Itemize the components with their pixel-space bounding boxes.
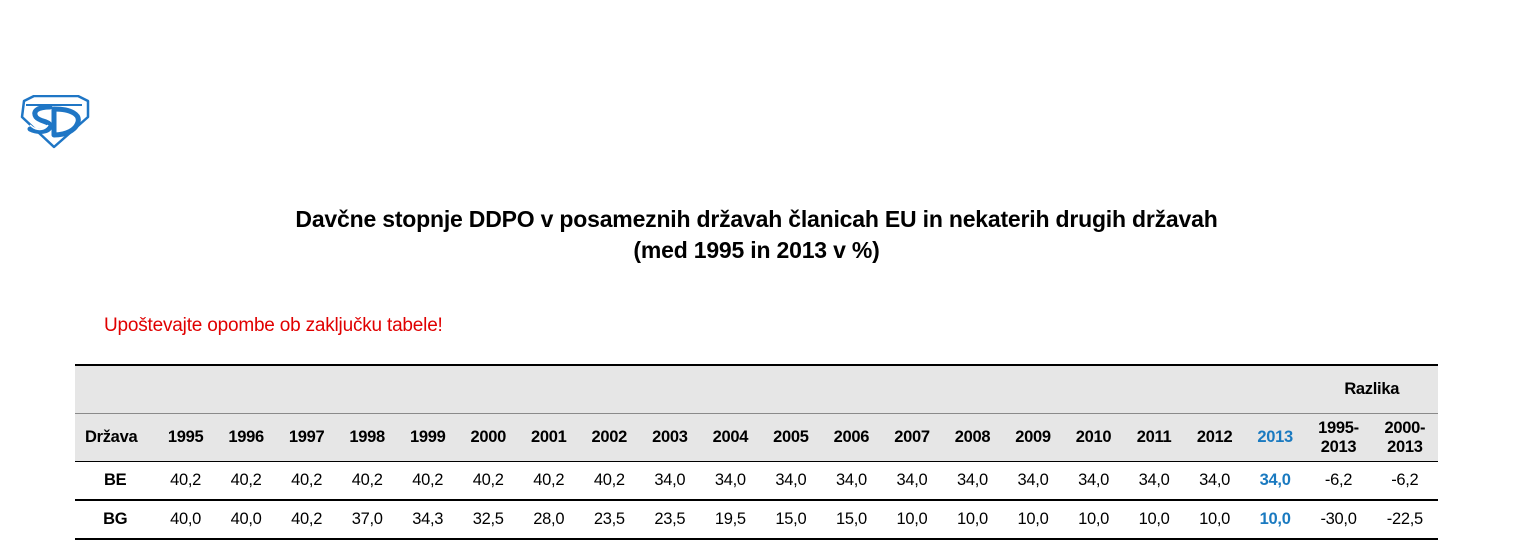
- rate-cell: 23,5: [640, 500, 701, 539]
- diff-header-bottom: 2013: [1387, 437, 1423, 456]
- column-header-diff-2000-2013: [1372, 414, 1438, 462]
- column-header-diff-1995-2013: [1305, 414, 1371, 462]
- column-header-year: 2003: [640, 414, 701, 462]
- rate-cell: 40,0: [216, 500, 277, 539]
- rate-cell: 28,0: [519, 500, 580, 539]
- column-header-year: 1999: [397, 414, 458, 462]
- diff-cell: -6,2: [1305, 462, 1371, 501]
- column-header-year: 1995: [155, 414, 216, 462]
- column-header-year: 2010: [1063, 414, 1124, 462]
- rate-cell: 40,2: [397, 462, 458, 501]
- column-header-year: 2009: [1003, 414, 1064, 462]
- rate-cell: 10,0: [942, 500, 1003, 539]
- column-header-year: 1997: [276, 414, 337, 462]
- rate-cell: 19,5: [700, 500, 761, 539]
- rate-cell: 23,5: [579, 500, 640, 539]
- rate-cell: 34,0: [1184, 462, 1245, 501]
- column-header-country: Država: [75, 414, 155, 462]
- column-header-year: 2012: [1184, 414, 1245, 462]
- rate-cell: 40,2: [337, 462, 398, 501]
- rate-cell: 40,2: [155, 462, 216, 501]
- rate-cell: 40,2: [216, 462, 277, 501]
- diff-header-top: 2000-: [1384, 418, 1426, 437]
- column-header-year: 2007: [882, 414, 943, 462]
- country-cell: BG: [75, 500, 155, 539]
- tax-rates-table: [75, 364, 1438, 540]
- column-header-year: 1996: [216, 414, 277, 462]
- diff-cell: -6,2: [1372, 462, 1438, 501]
- rate-cell: 37,0: [337, 500, 398, 539]
- rate-cell: 40,2: [276, 500, 337, 539]
- rate-cell: 34,0: [882, 462, 943, 501]
- rate-cell: 34,0: [1124, 462, 1185, 501]
- rate-cell: 34,0: [700, 462, 761, 501]
- column-header-year: 2011: [1124, 414, 1185, 462]
- country-cell: BE: [75, 462, 155, 501]
- rate-cell: 34,0: [942, 462, 1003, 501]
- rate-cell: 34,0: [821, 462, 882, 501]
- rate-cell-highlight: 34,0: [1245, 462, 1306, 501]
- column-header-year: 2000: [458, 414, 519, 462]
- notice-text: Upoštevajte opombe ob zaključku tabele!: [104, 315, 443, 336]
- rate-cell: 40,2: [276, 462, 337, 501]
- column-header-year: 2008: [942, 414, 1003, 462]
- table-group-header-row: [75, 365, 1438, 414]
- rate-cell: 10,0: [1003, 500, 1064, 539]
- rate-cell: 40,2: [519, 462, 580, 501]
- column-header-year: 1998: [337, 414, 398, 462]
- rate-cell: 40,2: [579, 462, 640, 501]
- title-line-2: (med 1995 in 2013 v %): [633, 237, 880, 263]
- table-header-row: [75, 414, 1438, 462]
- column-header-year: 2004: [700, 414, 761, 462]
- rate-cell: 34,0: [761, 462, 822, 501]
- diff-cell: -30,0: [1305, 500, 1371, 539]
- page-title: [0, 204, 1513, 266]
- diff-header-top: 1995-: [1318, 418, 1359, 437]
- logo-icon: [20, 95, 90, 149]
- rate-cell: 34,0: [1063, 462, 1124, 501]
- rate-cell: 34,3: [397, 500, 458, 539]
- rate-cell: 15,0: [821, 500, 882, 539]
- column-header-year: 2002: [579, 414, 640, 462]
- rate-cell: 10,0: [882, 500, 943, 539]
- rate-cell: 10,0: [1124, 500, 1185, 539]
- title-line-1: Davčne stopnje DDPO v posameznih državah članicah EU in nekaterih drugih državah: [295, 206, 1218, 232]
- column-header-year-highlight: 2013: [1245, 414, 1306, 462]
- column-header-year: 2006: [821, 414, 882, 462]
- column-header-year: 2005: [761, 414, 822, 462]
- rate-cell: 40,2: [458, 462, 519, 501]
- rate-cell: 40,0: [155, 500, 216, 539]
- rate-cell: 32,5: [458, 500, 519, 539]
- rate-cell: 10,0: [1063, 500, 1124, 539]
- rate-cell: 34,0: [640, 462, 701, 501]
- group-header-difference: Razlika: [1305, 365, 1438, 414]
- rate-cell: 15,0: [761, 500, 822, 539]
- rate-cell: 34,0: [1003, 462, 1064, 501]
- diff-header-bottom: 2013: [1320, 437, 1357, 456]
- diff-cell: -22,5: [1372, 500, 1438, 539]
- rate-cell: 10,0: [1184, 500, 1245, 539]
- column-header-year: 2001: [519, 414, 580, 462]
- rate-cell-highlight: 10,0: [1245, 500, 1306, 539]
- table-row: [75, 462, 1438, 501]
